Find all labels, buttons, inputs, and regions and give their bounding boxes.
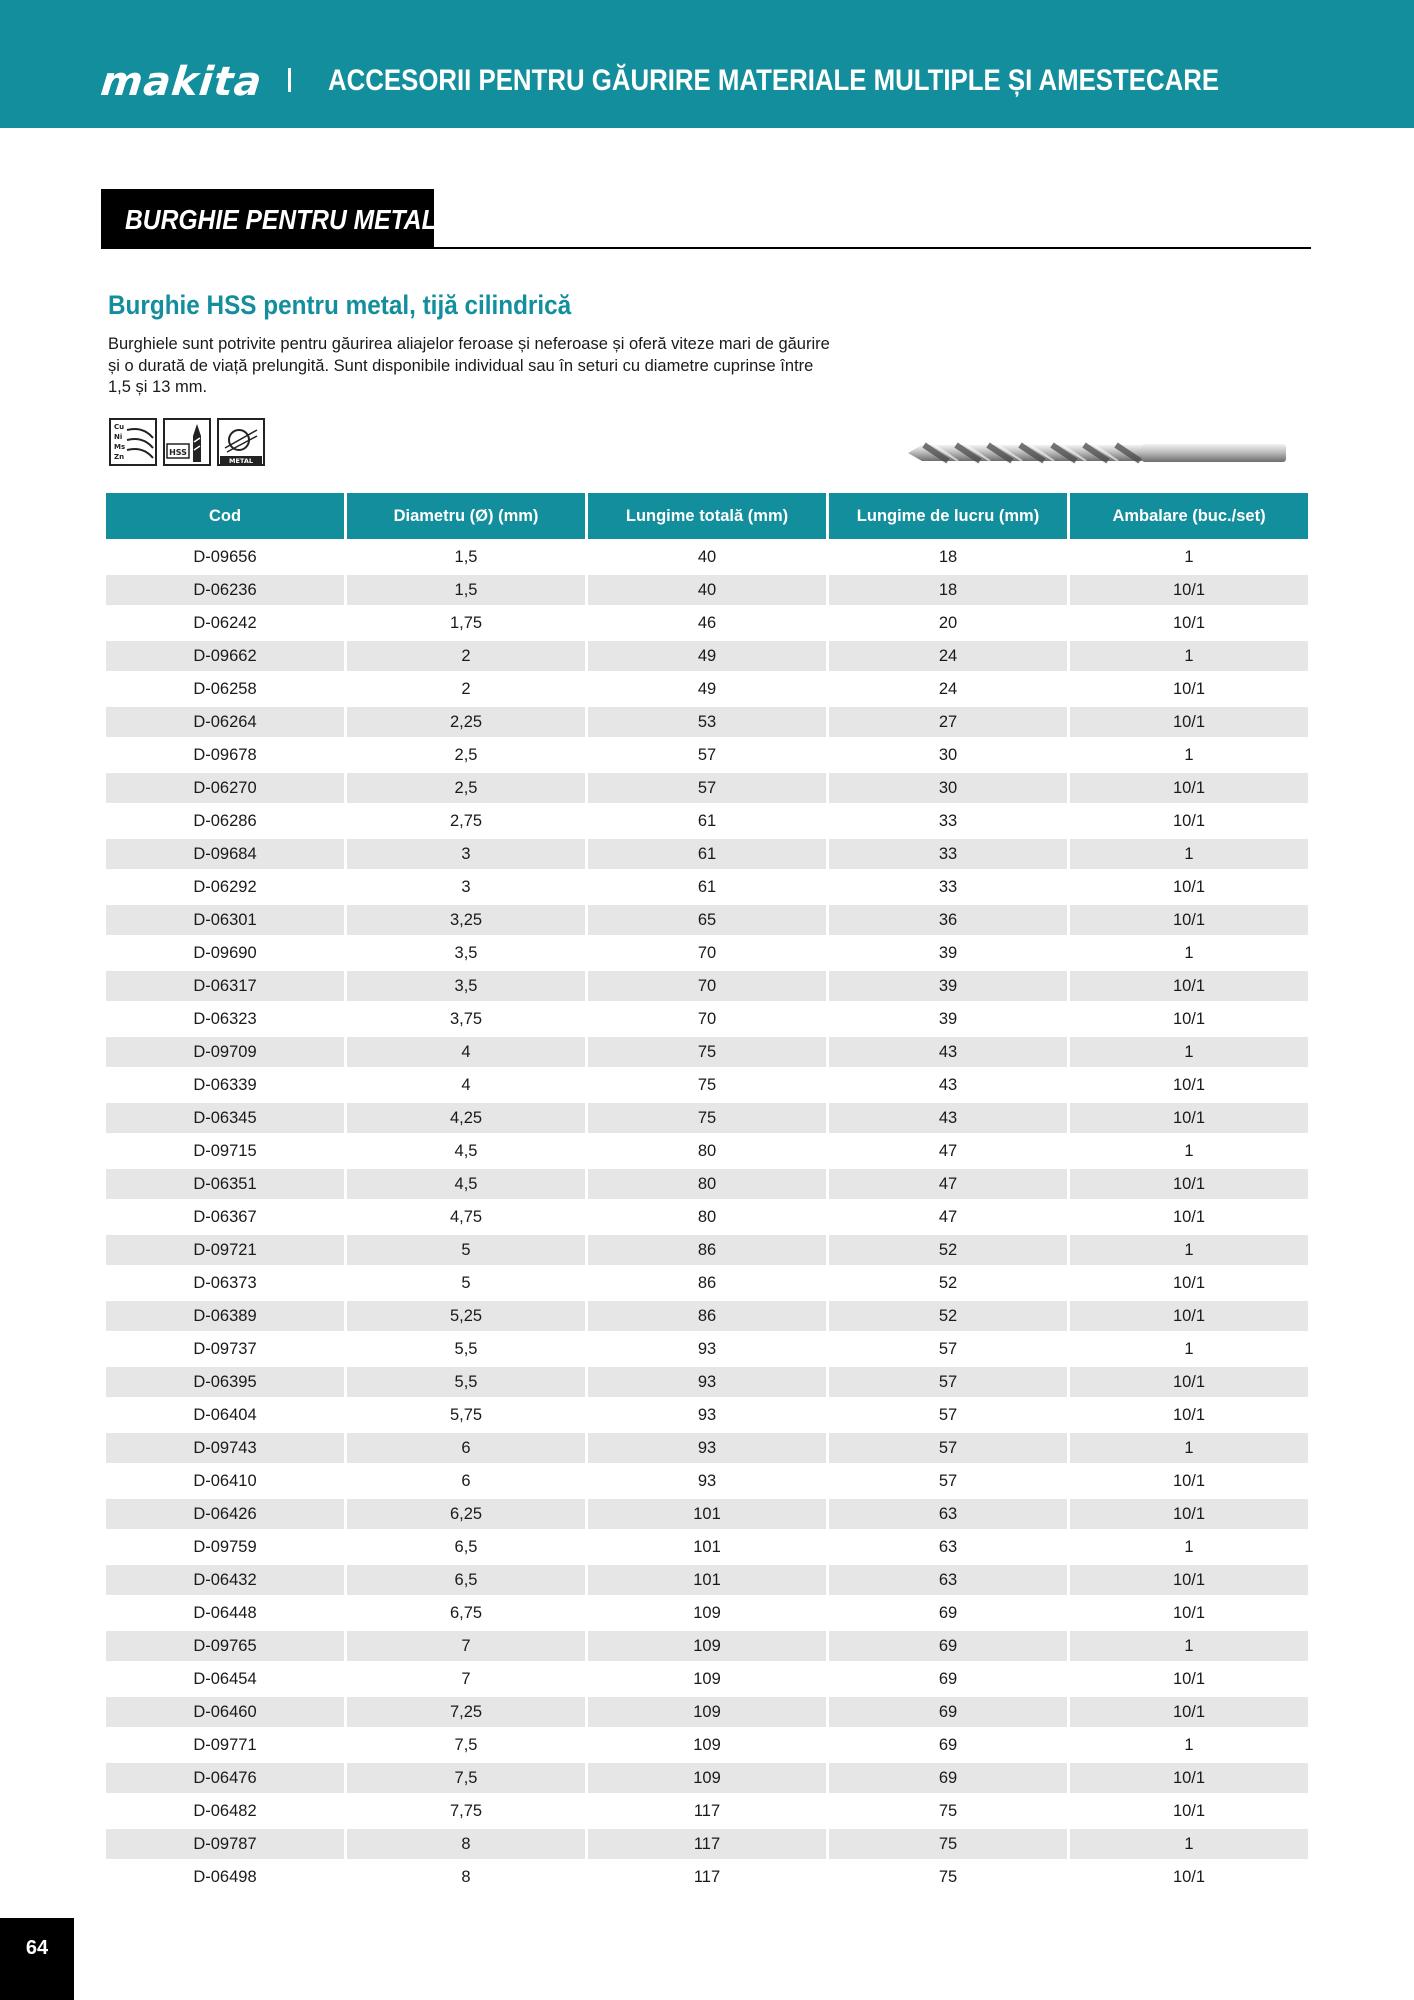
material-label: Cu bbox=[114, 423, 125, 431]
table-cell: 63 bbox=[829, 1562, 1067, 1595]
table-cell: 1 bbox=[1070, 935, 1308, 968]
table-cell: 1 bbox=[1070, 539, 1308, 572]
table-cell: 61 bbox=[588, 869, 826, 902]
table-cell: 10/1 bbox=[1070, 572, 1308, 605]
table-row bbox=[106, 1496, 1308, 1529]
table-cell: 109 bbox=[588, 1661, 826, 1694]
table-cell: 80 bbox=[588, 1166, 826, 1199]
table-row bbox=[106, 1067, 1308, 1100]
material-label: Ms bbox=[114, 443, 126, 451]
table-row bbox=[106, 1793, 1308, 1826]
table-row bbox=[106, 1859, 1308, 1892]
table-cell: D-06482 bbox=[106, 1793, 344, 1826]
table-cell: D-06432 bbox=[106, 1562, 344, 1595]
table-cell: D-06404 bbox=[106, 1397, 344, 1430]
table-row bbox=[106, 1760, 1308, 1793]
table-cell: 69 bbox=[829, 1628, 1067, 1661]
column-header-diametru: Diametru (Ø) (mm) bbox=[347, 493, 585, 539]
section-tab-label: BURGHIE PENTRU METAL bbox=[125, 204, 437, 235]
table-cell: 75 bbox=[588, 1067, 826, 1100]
table-cell: 10/1 bbox=[1070, 803, 1308, 836]
table-cell: D-09721 bbox=[106, 1232, 344, 1265]
specs-table bbox=[103, 493, 1311, 1892]
table-cell: D-06367 bbox=[106, 1199, 344, 1232]
table-cell: D-06410 bbox=[106, 1463, 344, 1496]
table-cell: 18 bbox=[829, 539, 1067, 572]
table-cell: 75 bbox=[588, 1100, 826, 1133]
table-cell: 10/1 bbox=[1070, 869, 1308, 902]
table-row bbox=[106, 1331, 1308, 1364]
table-cell: 5 bbox=[347, 1265, 585, 1298]
column-header-ambalare: Ambalare (buc./set) bbox=[1070, 493, 1308, 539]
table-cell: 10/1 bbox=[1070, 1265, 1308, 1298]
table-cell: 57 bbox=[829, 1463, 1067, 1496]
table-cell: 10/1 bbox=[1070, 1859, 1308, 1892]
table-row bbox=[106, 935, 1308, 968]
table-cell: 10/1 bbox=[1070, 1199, 1308, 1232]
table-cell: 75 bbox=[829, 1859, 1067, 1892]
table-row bbox=[106, 1166, 1308, 1199]
table-row bbox=[106, 605, 1308, 638]
table-cell: 20 bbox=[829, 605, 1067, 638]
table-cell: 93 bbox=[588, 1397, 826, 1430]
makita-logo: makita bbox=[98, 59, 265, 105]
table-row bbox=[106, 1397, 1308, 1430]
table-cell: 10/1 bbox=[1070, 1100, 1308, 1133]
table-cell: 40 bbox=[588, 572, 826, 605]
table-cell: 33 bbox=[829, 869, 1067, 902]
table-cell: 5,25 bbox=[347, 1298, 585, 1331]
table-cell: 24 bbox=[829, 671, 1067, 704]
table-cell: 117 bbox=[588, 1793, 826, 1826]
table-cell: 1,5 bbox=[347, 572, 585, 605]
table-cell: 24 bbox=[829, 638, 1067, 671]
hss-icon bbox=[163, 418, 211, 466]
table-cell: 7,5 bbox=[347, 1760, 585, 1793]
table-cell: 1 bbox=[1070, 1826, 1308, 1859]
table-cell: 70 bbox=[588, 1001, 826, 1034]
table-cell: 63 bbox=[829, 1496, 1067, 1529]
table-cell: 1 bbox=[1070, 1628, 1308, 1661]
table-cell: D-09709 bbox=[106, 1034, 344, 1067]
table-row bbox=[106, 1661, 1308, 1694]
table-row bbox=[106, 1199, 1308, 1232]
table-cell: 33 bbox=[829, 836, 1067, 869]
table-cell: 10/1 bbox=[1070, 1001, 1308, 1034]
table-cell: D-06345 bbox=[106, 1100, 344, 1133]
table-row bbox=[106, 1463, 1308, 1496]
column-header-cod: Cod bbox=[106, 493, 344, 539]
table-cell: 6,75 bbox=[347, 1595, 585, 1628]
table-cell: 1 bbox=[1070, 1034, 1308, 1067]
table-cell: 4,75 bbox=[347, 1199, 585, 1232]
table-body bbox=[106, 539, 1308, 1892]
drill-bit-image bbox=[904, 433, 1290, 473]
table-header-row bbox=[106, 493, 1308, 539]
table-cell: 2,5 bbox=[347, 737, 585, 770]
description-line: Burghiele sunt potrivite pentru găurirea aliajelor feroase și neferoase și oferă viteze mari de găurire bbox=[108, 335, 830, 353]
table-cell: 1 bbox=[1070, 638, 1308, 671]
table-cell: 4 bbox=[347, 1067, 585, 1100]
table-cell: D-09715 bbox=[106, 1133, 344, 1166]
table-cell: 49 bbox=[588, 638, 826, 671]
table-cell: 3 bbox=[347, 869, 585, 902]
table-cell: 39 bbox=[829, 1001, 1067, 1034]
table-cell: 57 bbox=[588, 737, 826, 770]
table-cell: D-06498 bbox=[106, 1859, 344, 1892]
table-cell: 1 bbox=[1070, 1529, 1308, 1562]
table-cell: 3 bbox=[347, 836, 585, 869]
product-description bbox=[108, 334, 908, 399]
table-cell: 18 bbox=[829, 572, 1067, 605]
table-row bbox=[106, 638, 1308, 671]
description-line: și o durată de viață prelungită. Sunt disponibile individual sau în seturi cu diametre cuprinse între bbox=[108, 356, 814, 375]
table-cell: D-06317 bbox=[106, 968, 344, 1001]
table-cell: 109 bbox=[588, 1595, 826, 1628]
description-line: 1,5 și 13 mm. bbox=[108, 378, 208, 396]
table-cell: D-09684 bbox=[106, 836, 344, 869]
table-cell: 57 bbox=[829, 1397, 1067, 1430]
table-cell: 3,25 bbox=[347, 902, 585, 935]
column-header-lungime-totala: Lungime totală (mm) bbox=[588, 493, 826, 539]
table-cell: 70 bbox=[588, 935, 826, 968]
materials-icon bbox=[109, 418, 157, 466]
table-cell: 33 bbox=[829, 803, 1067, 836]
table-cell: 8 bbox=[347, 1859, 585, 1892]
table-cell: 49 bbox=[588, 671, 826, 704]
table-cell: 70 bbox=[588, 968, 826, 1001]
table-cell: D-06323 bbox=[106, 1001, 344, 1034]
table-cell: 2,75 bbox=[347, 803, 585, 836]
table-cell: 30 bbox=[829, 770, 1067, 803]
table-cell: 75 bbox=[829, 1826, 1067, 1859]
product-title: Burghie HSS pentru metal, tijă cilindrică bbox=[108, 290, 572, 320]
table-cell: 10/1 bbox=[1070, 605, 1308, 638]
table-row bbox=[106, 737, 1308, 770]
feature-icons bbox=[109, 418, 265, 466]
table-cell: 47 bbox=[829, 1166, 1067, 1199]
table-cell: 10/1 bbox=[1070, 1793, 1308, 1826]
table-cell: 7 bbox=[347, 1628, 585, 1661]
table-row bbox=[106, 1100, 1308, 1133]
table-cell: D-09759 bbox=[106, 1529, 344, 1562]
table-row bbox=[106, 1364, 1308, 1397]
table-row bbox=[106, 1826, 1308, 1859]
table-cell: D-06460 bbox=[106, 1694, 344, 1727]
page-number: 64 bbox=[0, 1918, 74, 2000]
table-cell: 75 bbox=[829, 1793, 1067, 1826]
table-cell: 69 bbox=[829, 1727, 1067, 1760]
table-cell: 109 bbox=[588, 1694, 826, 1727]
table-cell: 10/1 bbox=[1070, 1166, 1308, 1199]
table-cell: 69 bbox=[829, 1694, 1067, 1727]
table-cell: 39 bbox=[829, 968, 1067, 1001]
table-row bbox=[106, 1562, 1308, 1595]
table-row bbox=[106, 1529, 1308, 1562]
table-row bbox=[106, 1133, 1308, 1166]
table-cell: 52 bbox=[829, 1298, 1067, 1331]
table-cell: 1 bbox=[1070, 1430, 1308, 1463]
material-label: Zn bbox=[114, 453, 125, 461]
table-cell: 6,5 bbox=[347, 1529, 585, 1562]
table-cell: 40 bbox=[588, 539, 826, 572]
table-cell: D-09656 bbox=[106, 539, 344, 572]
table-cell: 5 bbox=[347, 1232, 585, 1265]
table-cell: 1 bbox=[1070, 836, 1308, 869]
table-cell: 43 bbox=[829, 1100, 1067, 1133]
table-cell: D-06264 bbox=[106, 704, 344, 737]
table-cell: 80 bbox=[588, 1133, 826, 1166]
table-row bbox=[106, 1001, 1308, 1034]
column-header-lungime-lucru: Lungime de lucru (mm) bbox=[829, 493, 1067, 539]
hss-label: HSS bbox=[169, 448, 187, 457]
table-cell: 109 bbox=[588, 1760, 826, 1793]
table-cell: D-06286 bbox=[106, 803, 344, 836]
table-row bbox=[106, 704, 1308, 737]
table-cell: 1 bbox=[1070, 737, 1308, 770]
table-cell: D-06339 bbox=[106, 1067, 344, 1100]
table-cell: D-09678 bbox=[106, 737, 344, 770]
table-cell: D-06426 bbox=[106, 1496, 344, 1529]
table-cell: 10/1 bbox=[1070, 770, 1308, 803]
table-cell: 65 bbox=[588, 902, 826, 935]
table-cell: D-06395 bbox=[106, 1364, 344, 1397]
table-cell: 93 bbox=[588, 1364, 826, 1397]
table-cell: D-06373 bbox=[106, 1265, 344, 1298]
metal-icon bbox=[217, 418, 265, 466]
page-header bbox=[0, 0, 1414, 128]
table-cell: 1,75 bbox=[347, 605, 585, 638]
table-cell: 10/1 bbox=[1070, 1694, 1308, 1727]
table-row bbox=[106, 1694, 1308, 1727]
table-cell: 43 bbox=[829, 1067, 1067, 1100]
table-cell: 101 bbox=[588, 1496, 826, 1529]
table-cell: 10/1 bbox=[1070, 1496, 1308, 1529]
table-cell: D-09690 bbox=[106, 935, 344, 968]
table-cell: 86 bbox=[588, 1298, 826, 1331]
table-cell: 47 bbox=[829, 1133, 1067, 1166]
table-cell: 5,5 bbox=[347, 1364, 585, 1397]
table-cell: 10/1 bbox=[1070, 902, 1308, 935]
table-cell: 93 bbox=[588, 1430, 826, 1463]
table-cell: 4,25 bbox=[347, 1100, 585, 1133]
table-cell: 101 bbox=[588, 1529, 826, 1562]
table-cell: 93 bbox=[588, 1463, 826, 1496]
header-separator bbox=[288, 68, 291, 92]
table-cell: 27 bbox=[829, 704, 1067, 737]
table-cell: 69 bbox=[829, 1760, 1067, 1793]
table-cell: 63 bbox=[829, 1529, 1067, 1562]
table-cell: 10/1 bbox=[1070, 1067, 1308, 1100]
header-title: ACCESORII PENTRU GĂURIRE MATERIALE MULTIPLE ȘI AMESTECARE bbox=[328, 64, 1220, 97]
table-cell: 1 bbox=[1070, 1232, 1308, 1265]
table-row bbox=[106, 539, 1308, 572]
table-cell: 69 bbox=[829, 1661, 1067, 1694]
table-cell: 6,5 bbox=[347, 1562, 585, 1595]
table-cell: 47 bbox=[829, 1199, 1067, 1232]
table-cell: 5,5 bbox=[347, 1331, 585, 1364]
table-row bbox=[106, 572, 1308, 605]
table-cell: 10/1 bbox=[1070, 968, 1308, 1001]
table-cell: D-09771 bbox=[106, 1727, 344, 1760]
table-row bbox=[106, 1298, 1308, 1331]
table-cell: 117 bbox=[588, 1859, 826, 1892]
table-cell: 6 bbox=[347, 1463, 585, 1496]
table-row bbox=[106, 803, 1308, 836]
table-cell: 1,5 bbox=[347, 539, 585, 572]
table-cell: D-09743 bbox=[106, 1430, 344, 1463]
table-cell: D-09662 bbox=[106, 638, 344, 671]
table-row bbox=[106, 770, 1308, 803]
table-cell: 36 bbox=[829, 902, 1067, 935]
table-cell: 10/1 bbox=[1070, 1562, 1308, 1595]
table-cell: 10/1 bbox=[1070, 704, 1308, 737]
table-cell: 1 bbox=[1070, 1727, 1308, 1760]
table-row bbox=[106, 1265, 1308, 1298]
table-cell: 101 bbox=[588, 1562, 826, 1595]
table-cell: D-09787 bbox=[106, 1826, 344, 1859]
table-row bbox=[106, 836, 1308, 869]
table-cell: 69 bbox=[829, 1595, 1067, 1628]
table-cell: 7,25 bbox=[347, 1694, 585, 1727]
table-cell: 3,5 bbox=[347, 935, 585, 968]
table-cell: 5,75 bbox=[347, 1397, 585, 1430]
table-cell: 1 bbox=[1070, 1133, 1308, 1166]
table-cell: 52 bbox=[829, 1265, 1067, 1298]
section-divider bbox=[101, 247, 1311, 249]
table-cell: 7 bbox=[347, 1661, 585, 1694]
table-cell: 52 bbox=[829, 1232, 1067, 1265]
table-cell: D-06301 bbox=[106, 902, 344, 935]
table-cell: 10/1 bbox=[1070, 1661, 1308, 1694]
table-cell: 1 bbox=[1070, 1331, 1308, 1364]
table-row bbox=[106, 1430, 1308, 1463]
table-cell: D-06389 bbox=[106, 1298, 344, 1331]
table-cell: 10/1 bbox=[1070, 1760, 1308, 1793]
table-cell: 10/1 bbox=[1070, 1397, 1308, 1430]
table-cell: 86 bbox=[588, 1232, 826, 1265]
table-cell: 57 bbox=[829, 1364, 1067, 1397]
table-cell: 109 bbox=[588, 1628, 826, 1661]
table-row bbox=[106, 869, 1308, 902]
table-cell: 30 bbox=[829, 737, 1067, 770]
table-cell: 57 bbox=[829, 1331, 1067, 1364]
table-cell: 109 bbox=[588, 1727, 826, 1760]
table-cell: 86 bbox=[588, 1265, 826, 1298]
table-cell: 10/1 bbox=[1070, 671, 1308, 704]
table-cell: 2,5 bbox=[347, 770, 585, 803]
table-cell: 61 bbox=[588, 803, 826, 836]
table-cell: 46 bbox=[588, 605, 826, 638]
table-row bbox=[106, 968, 1308, 1001]
table-cell: 2 bbox=[347, 638, 585, 671]
table-cell: D-06258 bbox=[106, 671, 344, 704]
table-cell: 10/1 bbox=[1070, 1298, 1308, 1331]
table-row bbox=[106, 902, 1308, 935]
table-cell: 7,5 bbox=[347, 1727, 585, 1760]
table-cell: 4,5 bbox=[347, 1166, 585, 1199]
table-row bbox=[106, 671, 1308, 704]
table-cell: 10/1 bbox=[1070, 1463, 1308, 1496]
table-row bbox=[106, 1595, 1308, 1628]
table-cell: 10/1 bbox=[1070, 1595, 1308, 1628]
table-cell: 4,5 bbox=[347, 1133, 585, 1166]
table-cell: D-06476 bbox=[106, 1760, 344, 1793]
table-cell: D-06292 bbox=[106, 869, 344, 902]
table-row bbox=[106, 1727, 1308, 1760]
table-cell: 75 bbox=[588, 1034, 826, 1067]
table-row bbox=[106, 1034, 1308, 1067]
table-cell: D-06270 bbox=[106, 770, 344, 803]
table-cell: 6,25 bbox=[347, 1496, 585, 1529]
table-cell: 3,5 bbox=[347, 968, 585, 1001]
table-cell: 117 bbox=[588, 1826, 826, 1859]
table-cell: 57 bbox=[829, 1430, 1067, 1463]
table-row bbox=[106, 1628, 1308, 1661]
table-cell: 93 bbox=[588, 1331, 826, 1364]
table-cell: 57 bbox=[588, 770, 826, 803]
table-cell: 39 bbox=[829, 935, 1067, 968]
table-cell: 6 bbox=[347, 1430, 585, 1463]
table-cell: D-09765 bbox=[106, 1628, 344, 1661]
table-cell: 80 bbox=[588, 1199, 826, 1232]
material-label: Ni bbox=[114, 433, 123, 441]
table-cell: 10/1 bbox=[1070, 1364, 1308, 1397]
section-tab bbox=[101, 189, 437, 249]
table-row bbox=[106, 1232, 1308, 1265]
table-cell: D-06236 bbox=[106, 572, 344, 605]
table-cell: D-06454 bbox=[106, 1661, 344, 1694]
table-cell: D-06448 bbox=[106, 1595, 344, 1628]
table-cell: 53 bbox=[588, 704, 826, 737]
table-cell: 61 bbox=[588, 836, 826, 869]
table-cell: 3,75 bbox=[347, 1001, 585, 1034]
metal-label: METAL bbox=[228, 457, 254, 465]
table-cell: 43 bbox=[829, 1034, 1067, 1067]
table-cell: 4 bbox=[347, 1034, 585, 1067]
table-cell: D-09737 bbox=[106, 1331, 344, 1364]
table-cell: D-06351 bbox=[106, 1166, 344, 1199]
table-cell: 7,75 bbox=[347, 1793, 585, 1826]
table-cell: 8 bbox=[347, 1826, 585, 1859]
table-cell: 2,25 bbox=[347, 704, 585, 737]
table-cell: D-06242 bbox=[106, 605, 344, 638]
table-cell: 2 bbox=[347, 671, 585, 704]
